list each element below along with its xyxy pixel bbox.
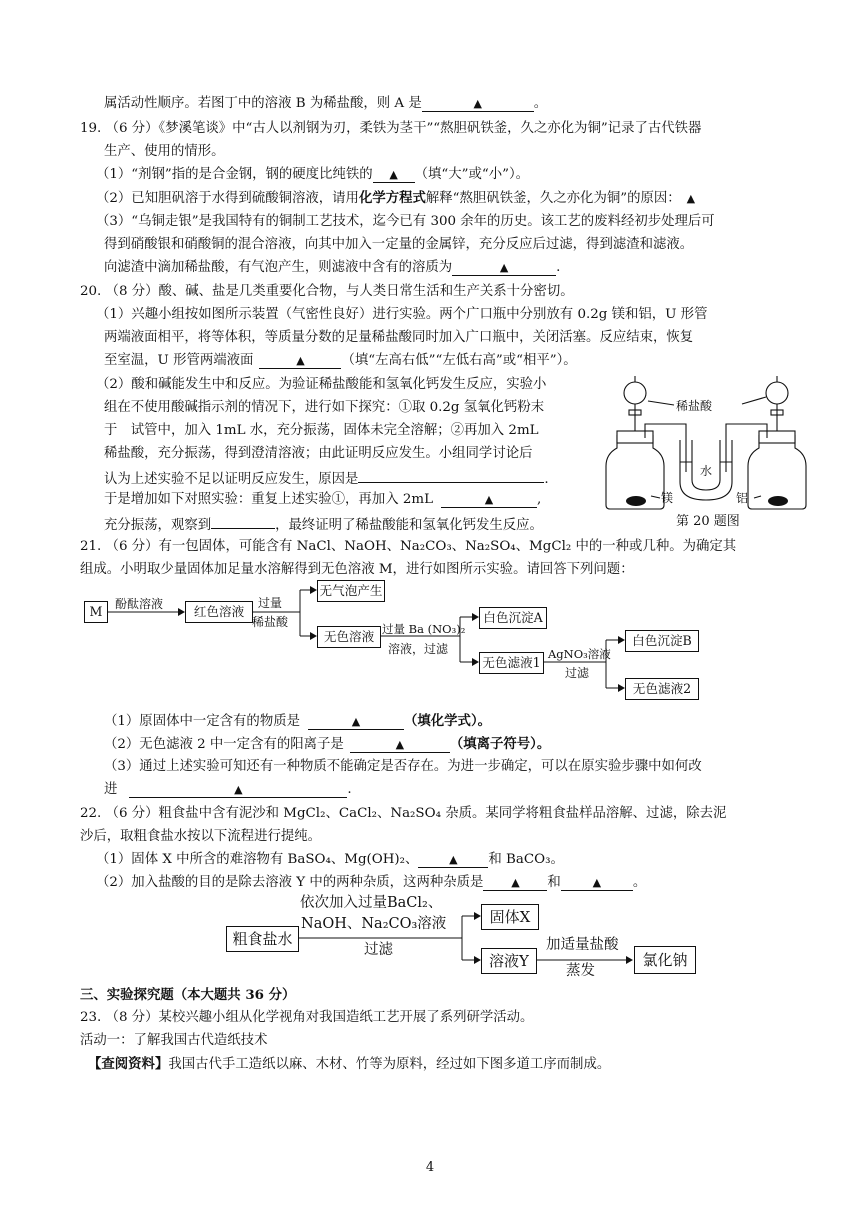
q20-part1-cont2: 至室温，U 形管两端液面 ▲ （填“左高右低”“左低右高”或“相平”）。 [104,353,577,368]
q21-part2: （2）无色滤液 2 中一定含有的阳离子是 ▲ （填离子符号）。 [104,736,551,752]
q21-stem-cont: 组成。小明取少量固体加足量水溶解得到无色溶液 M，进行如图所示实验。请回答下列问题： [80,562,634,577]
q23-reference-info: 【查阅资料】我国古代手工造纸以麻、木材、竹等为原料，经过如下图多道工序而制成。 [88,1056,611,1072]
flow-box-colorless: 无色溶液 [317,626,381,648]
q20-part2-b: 组在不使用酸碱指示剂的情况下，进行如下探究：①取 0.2g 氢氧化钙粉末 [104,400,545,415]
q19-part2: （2）已知胆矾溶于水得到硫酸铜溶液，请用化学方程式解释“熬胆矾铁釜，久之亦化为铜”的原因： ▲ [96,190,696,206]
q20-stem: 20. （8 分）酸、碱、盐是几类重要化合物，与人类日常生活和生产关系十分密切。 [80,284,574,299]
flow-label-filter: 过滤 [364,942,393,958]
q22-part2: （2）加入盐酸的目的是除去溶液 Y 中的两种杂质，这两种杂质是 ▲ 和 ▲ 。 [96,875,647,890]
q19-stem-cont: 生产、使用的情形。 [104,144,225,159]
q19-part3: （3）“乌铜走银”是我国特有的铜制工艺技术，迄今已有 300 余年的历史。该工艺的废料经初步处理后可 [96,214,715,229]
answer-blank[interactable]: ▲ [418,853,488,868]
q20-part2-g: 充分振荡，观察到 ，最终证明了稀盐酸能和氢氧化钙发生反应。 [104,514,543,535]
fig-label-mg: 镁 [661,491,674,505]
answer-blank[interactable]: ▲ [308,715,404,730]
answer-blank[interactable]: ▲ [441,493,537,508]
q21-part3: （3）通过上述实验可知还有一种物质不能确定是否存在。为进一步确定，可以在原实验步骤中如何改 [104,759,702,774]
answer-blank[interactable]: ▲ [350,738,450,753]
flow-box-solution-y: 溶液Y [481,948,537,974]
q22-stem: 22. （6 分）粗食盐中含有泥沙和 MgCl₂、CaCl₂、Na₂SO₄ 杂质。某同学将粗食盐样品溶解、过滤，除去泥 [80,806,727,821]
flow-box-ppt-b: 白色沉淀B [625,630,699,652]
fig-label-acid: 稀盐酸 [676,399,713,413]
q19-part1: （1）“剂钢”指的是合金钢，钢的硬度比纯铁的 ▲ （填“大”或“小”）。 [96,167,530,182]
answer-blank[interactable]: ▲ [483,876,547,891]
flow-box-ppt-a: 白色沉淀A [479,607,547,629]
fig-label-water: 水 [700,464,713,478]
q19-part3-cont: 得到硝酸银和硝酸铜的混合溶液，向其中加入一定量的金属锌，充分反应后过滤，得到滤渣和滤液。 [104,237,694,252]
flow-label-reagents-2: NaOH、Na₂CO₃溶液 [301,916,447,932]
flow-label-agno3: AgNO₃溶液 [548,647,611,661]
q23-stem: 23. （8 分）某校兴趣小组从化学视角对我国造纸工艺开展了系列研学活动。 [80,1010,534,1025]
fig-label-al: 铝 [736,491,749,505]
page-number: 4 [425,1160,435,1175]
q20-part1: （1）兴趣小组按如图所示装置（气密性良好）进行实验。两个广口瓶中分别放有 0.2g 镁和铝，U 形管 [96,307,708,322]
answer-blank[interactable]: ▲ [422,97,534,112]
flow-label-phenolphthalein: 酚酞溶液 [115,597,164,611]
flow-box-red: 红色溶液 [185,601,253,623]
flow-label-hcl: 稀盐酸 [252,615,289,629]
flow-label-add-hcl: 加适量盐酸 [546,937,619,953]
q18-tail: 属活动性顺序。若图丁中的溶液 B 为稀盐酸，则 A 是 ▲ 。 [104,96,548,111]
q21-part3-cont: 进 ▲ . [104,782,352,797]
q20-part1-cont: 两端液面相平，将等体积，等质量分数的足量稀盐酸同时加入广口瓶中，关闭活塞。反应结束，恢复 [104,330,694,345]
q19-stem: 19. （6 分）《梦溪笔谈》中“古人以剂钢为刃，柔铁为茎干”“熬胆矾铁釜，久之亦化为铜”记录了古代铁器 [80,121,702,136]
q19-part3-cont2: 向滤渣中滴加稀盐酸，有气泡产生，则滤液中含有的溶质为 ▲ . [104,260,561,275]
q21-stem: 21. （6 分）有一包固体，可能含有 NaCl、NaOH、Na₂CO₃、Na₂SO₄、MgCl₂ 中的一种或几种。为确定其 [80,539,737,554]
q20-part2: （2）酸和碱能发生中和反应。为验证稀盐酸能和氢氧化钙发生反应，实验小 [96,377,547,392]
answer-blank[interactable]: ▲ [129,783,347,798]
answer-blank[interactable]: ▲ [452,261,556,276]
flow-box-nacl: 氯化钠 [634,946,696,974]
q20-part2-c: 于 试管中，加入 1mL 水，充分振荡，固体未完全溶解；②再加入 2mL [104,423,539,438]
flow-label-bano3: 过量 Ba (NO₃)₂ [382,622,466,636]
q20-part2-d: 稀盐酸，充分振荡，得到澄清溶液；由此证明反应发生。小组同学讨论后 [104,446,533,461]
q23-activity1: 活动一：了解我国古代造纸技术 [80,1033,268,1048]
flow-box-solid-x: 固体X [481,904,539,930]
flow-box-filtrate1: 无色滤液1 [479,652,544,674]
flow-label-evaporate: 蒸发 [566,963,595,979]
flow-label-filter1: 溶液，过滤 [388,642,449,656]
answer-blank[interactable]: ▲ [561,876,633,891]
q20-part2-e: 认为上述实验不足以证明反应发生，原因是 . [104,468,549,489]
section-3-heading: 三、实验探究题（本大题共 36 分） [80,987,296,1003]
q22-stem-cont: 沙后，取粗食盐水按以下流程进行提纯。 [80,829,322,844]
answer-blank[interactable]: ▲ [259,354,341,369]
q20-part2-f: 于是增加如下对照实验：重复上述实验①，再加入 2mL ▲ , [104,492,542,507]
flow-label-reagents-1: 依次加入过量BaCl₂、 [300,895,443,911]
flow-box-m: M [84,601,108,623]
answer-blank[interactable]: ▲ [373,168,415,183]
fig-caption: 第 20 题图 [676,514,740,529]
q21-part1: （1）原固体中一定含有的物质是 ▲ （填化学式）。 [104,713,492,729]
flow-box-filtrate2: 无色滤液2 [625,678,699,700]
flow-label-excess: 过量 [258,596,283,610]
flow-label-filter2: 过滤 [565,666,590,680]
flow-box-no-gas: 无气泡产生 [317,580,385,602]
flow-box-crude-brine: 粗食盐水 [226,926,299,952]
q22-part1: （1）固体 X 中所含的难溶物有 BaSO₄、Mg(OH)₂、 ▲ 和 BaCO₃。 [96,852,564,867]
